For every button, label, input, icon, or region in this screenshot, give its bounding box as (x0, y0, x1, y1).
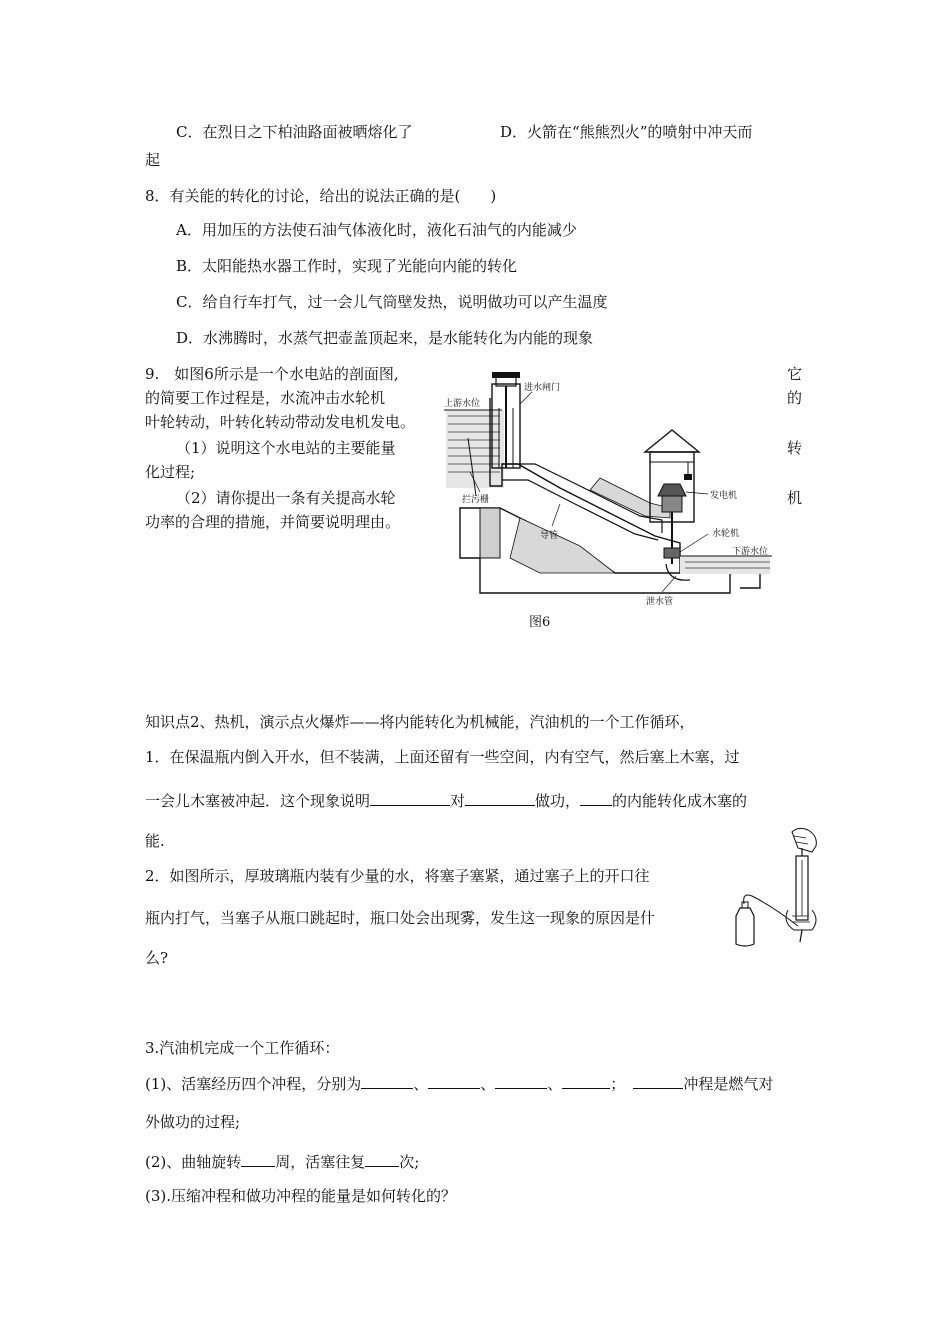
stroke-blank-1[interactable] (361, 1072, 413, 1089)
k2-q2-line-2: 瓶内打气，当塞子从瓶口跳起时，瓶口处会出现雾，发生这一现象的原因是什 (145, 909, 656, 927)
piston-reciprocation-blank[interactable] (365, 1150, 399, 1167)
k2-q3-3-line: (3).压缩冲程和做功冲程的能量是如何转化的？ (145, 1187, 457, 1205)
label-upstream: 上游水位 (444, 399, 481, 409)
q8-option-a: A．用加压的方法使石油气体液化时，液化石油气的内能减少 (176, 221, 577, 239)
k2-q3-2-text-b: 周，活塞往复 (275, 1153, 366, 1171)
stroke-blank-3[interactable] (495, 1072, 547, 1089)
blank-2[interactable] (465, 789, 535, 806)
q9-line-2: 的简要工作过程是，水流冲击水轮机 (145, 389, 386, 407)
q8-option-b: B．太阳能热水器工作时，实现了光能向内能的转化 (176, 257, 518, 275)
k2-q3-1-line (145, 1072, 773, 1094)
q9-line-5: 化过程; (145, 463, 196, 481)
q9-subq-2: （2）请你提出一条有关提高水轮 (176, 489, 396, 507)
q8-stem: 8．有关能的转化的讨论，给出的说法正确的是( ) (145, 187, 497, 205)
sep-2: 、 (480, 1075, 496, 1093)
k2-q3-2-line (145, 1150, 419, 1172)
k2-q3-1-line-2: 外做功的过程; (145, 1113, 241, 1131)
blank-3[interactable] (580, 789, 612, 806)
k2-q1-text-d: 的内能转化成木塞的 (612, 792, 748, 810)
q9-right-char-1: 它 (787, 365, 803, 383)
q9-right-char-4: 机 (787, 489, 803, 507)
k2-q1-line-2 (145, 789, 747, 811)
sep-1: 、 (413, 1075, 429, 1093)
label-trash-rack: 拦污栅 (462, 495, 490, 505)
k2-q1-text-c: 做功， (535, 792, 581, 810)
pump-bottle-illustration (732, 826, 828, 948)
label-penstock: 导管 (540, 531, 559, 541)
k2-q3-1-text-b: 冲程是燃气对 (683, 1075, 774, 1093)
sep-3: 、 (547, 1075, 563, 1093)
crank-rotation-blank[interactable] (241, 1150, 275, 1167)
hydropower-station-diagram (440, 368, 775, 608)
label-generator: 发电机 (710, 491, 738, 501)
k2-q3-1-text-a: (1)、活塞经历四个冲程，分别为 (145, 1075, 362, 1093)
k2-q1-text-b: 对 (450, 792, 466, 810)
label-turbine: 水轮机 (712, 529, 740, 539)
stroke-blank-4[interactable] (562, 1072, 610, 1089)
k2-q3-2-text-a: (2)、曲轴旋转 (145, 1153, 242, 1171)
q9-line-3: 叶轮转动，叶转化转动带动发电机发电。 (145, 413, 416, 431)
k2-q1-line-3: 能. (145, 832, 165, 850)
k2-q1-line-1: 1．在保温瓶内倒入开水，但不装满，上面还留有一些空间，内有空气，然后塞上木塞，过 (145, 748, 740, 766)
blank-1[interactable] (370, 789, 450, 806)
q8-option-c: C．给自行车打气，过一会儿气筒壁发热，说明做功可以产生温度 (176, 293, 608, 311)
q7-option-d-continued: 起 (145, 151, 161, 169)
k2-q3-2-text-c: 次; (399, 1153, 420, 1171)
q9-subq-1: （1）说明这个水电站的主要能量 (176, 439, 396, 457)
q9-line-1: 9. 如图6所示是一个水电站的剖面图, (145, 365, 399, 383)
k2-q2-line-3: 么? (145, 949, 169, 967)
q9-right-char-3: 转 (787, 439, 803, 457)
label-inlet-gate: 进水闸门 (524, 383, 561, 393)
q7-option-c: C．在烈日之下柏油路面被晒熔化了 (176, 123, 413, 141)
q9-right-char-2: 的 (787, 389, 803, 407)
power-stroke-blank[interactable] (633, 1072, 683, 1089)
sep-4: ； (610, 1075, 626, 1093)
q9-line-7: 功率的合理的措施，并简要说明理由。 (145, 513, 401, 531)
stroke-blank-2[interactable] (428, 1072, 480, 1089)
label-drain: 泄水管 (646, 597, 674, 607)
figure-6-caption: 图6 (529, 615, 551, 630)
k2-q1-text-a: 一会儿木塞被冲起．这个现象说明 (145, 792, 371, 810)
k2-title: 知识点2、热机，演示点火爆炸——将内能转化为机械能，汽油机的一个工作循环， (145, 713, 695, 731)
k2-q3-title: 3.汽油机完成一个工作循环： (145, 1039, 340, 1057)
k2-q2-line-1: 2．如图所示，厚玻璃瓶内装有少量的水，将塞子塞紧，通过塞子上的开口往 (145, 867, 650, 885)
q8-option-d: D．水沸腾时，水蒸气把壶盖顶起来，是水能转化为内能的现象 (176, 329, 594, 347)
q7-option-d: D．火箭在“熊熊烈火”的喷射中冲天而 (500, 123, 753, 141)
label-downstream: 下游水位 (732, 547, 769, 557)
